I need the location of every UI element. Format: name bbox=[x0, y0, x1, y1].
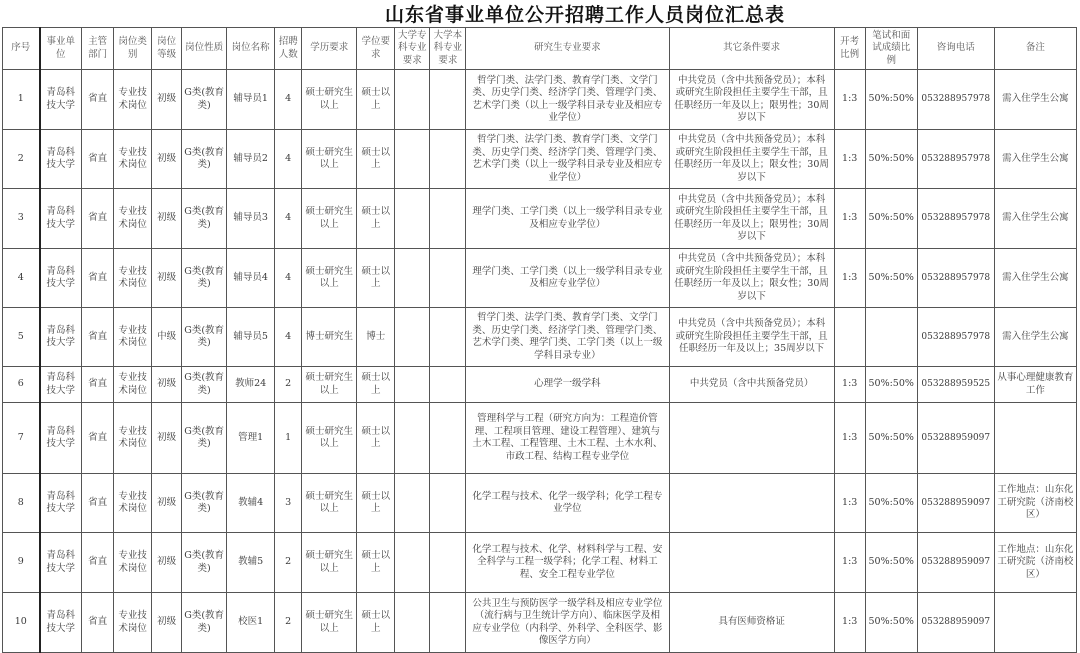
cell-score-ratio: 50%:50% bbox=[865, 474, 917, 533]
cell-count: 4 bbox=[275, 130, 302, 189]
cell-dept: 省直 bbox=[82, 308, 114, 367]
cell-dept: 省直 bbox=[82, 474, 114, 533]
cell-other-requirements bbox=[669, 403, 834, 474]
table-row bbox=[3, 189, 1077, 249]
cell-exam-ratio: 1:3 bbox=[834, 249, 865, 308]
cell-nature: G类(教育类) bbox=[182, 308, 227, 367]
cell-grad-major: 哲学门类、法学门类、教育学门类、文学门类、历史学门类、经济学门类、管理学门类、艺术学门类（以上一级学科目录专业及相应专业学位） bbox=[466, 130, 669, 189]
cell-grad-major: 公共卫生与预防医学一级学科及相应专业学位（流行病与卫生统计学方向）、临床医学及相应专业学位（内科学、外科学、全科医学、影像医学方向） bbox=[466, 593, 669, 653]
cell-other-requirements: 中共党员（含中共预备党员）；本科或研究生阶段担任主要学生干部，且任职经历一年及以上；限女性；30周岁以下 bbox=[669, 249, 834, 308]
cell-grad-major: 管理科学与工程（研究方向为：工程造价管理、工程项目管理、建设工程管理）、建筑与土木工程、工程管理、土木工程、土木水利、市政工程、结构工程专业学位 bbox=[466, 403, 669, 474]
cell-unit: 青岛科技大学 bbox=[40, 474, 82, 533]
cell-dept: 省直 bbox=[82, 130, 114, 189]
cell-score-ratio: 50%:50% bbox=[865, 189, 917, 249]
cell-education: 硕士研究生以上 bbox=[302, 403, 357, 474]
cell-count: 4 bbox=[275, 70, 302, 130]
cell-unit: 青岛科技大学 bbox=[40, 249, 82, 308]
cell-exam-ratio: 1:3 bbox=[834, 533, 865, 593]
cell-degree: 硕士以上 bbox=[357, 367, 395, 403]
cell-bachelor-major bbox=[430, 189, 466, 249]
cell-level: 初级 bbox=[152, 70, 182, 130]
cell-grad-major: 化学工程与技术、化学一级学科；化学工程专业学位 bbox=[466, 474, 669, 533]
cell-category: 专业技术岗位 bbox=[114, 189, 152, 249]
cell-bachelor-major bbox=[430, 593, 466, 653]
cell-level: 初级 bbox=[152, 130, 182, 189]
cell-nature: G类(教育类) bbox=[182, 593, 227, 653]
cell-no: 8 bbox=[3, 474, 40, 533]
col-header: 大学专科专业要求 bbox=[395, 28, 430, 70]
cell-unit: 青岛科技大学 bbox=[40, 130, 82, 189]
cell-bachelor-major bbox=[430, 70, 466, 130]
cell-exam-ratio: 1:3 bbox=[834, 70, 865, 130]
cell-category: 专业技术岗位 bbox=[114, 130, 152, 189]
cell-category: 专业技术岗位 bbox=[114, 308, 152, 367]
cell-other-requirements: 中共党员（含中共预备党员）；本科或研究生阶段担任主要学生干部，且任职经历一年及以上；限男性；30周岁以下 bbox=[669, 70, 834, 130]
cell-education: 硕士研究生以上 bbox=[302, 130, 357, 189]
cell-note: 工作地点：山东化工研究院（济南校区） bbox=[994, 533, 1076, 593]
col-header: 主管部门 bbox=[82, 28, 114, 70]
cell-no: 3 bbox=[3, 189, 40, 249]
table-row bbox=[3, 593, 1077, 653]
cell-dept: 省直 bbox=[82, 367, 114, 403]
cell-score-ratio: 50%:50% bbox=[865, 533, 917, 593]
cell-degree: 硕士以上 bbox=[357, 403, 395, 474]
cell-no: 7 bbox=[3, 403, 40, 474]
cell-score-ratio: 50%:50% bbox=[865, 403, 917, 474]
cell-education: 硕士研究生以上 bbox=[302, 533, 357, 593]
cell-unit: 青岛科技大学 bbox=[40, 70, 82, 130]
cell-note: 需入住学生公寓 bbox=[994, 249, 1076, 308]
cell-nature: G类(教育类) bbox=[182, 533, 227, 593]
cell-position-name: 辅导员1 bbox=[227, 70, 275, 130]
cell-position-name: 辅导员5 bbox=[227, 308, 275, 367]
cell-bachelor-major bbox=[430, 474, 466, 533]
cell-category: 专业技术岗位 bbox=[114, 593, 152, 653]
cell-phone: 053288957978 bbox=[917, 70, 994, 130]
cell-unit: 青岛科技大学 bbox=[40, 403, 82, 474]
cell-junior-major bbox=[395, 189, 430, 249]
cell-phone: 053288959097 bbox=[917, 593, 994, 653]
col-header: 笔试和面试成绩比例 bbox=[865, 28, 917, 70]
cell-no: 1 bbox=[3, 70, 40, 130]
cell-no: 4 bbox=[3, 249, 40, 308]
cell-position-name: 校医1 bbox=[227, 593, 275, 653]
col-header: 备注 bbox=[994, 28, 1076, 70]
cell-no: 5 bbox=[3, 308, 40, 367]
cell-position-name: 辅导员4 bbox=[227, 249, 275, 308]
cell-other-requirements bbox=[669, 533, 834, 593]
cell-position-name: 辅导员2 bbox=[227, 130, 275, 189]
col-header: 学历要求 bbox=[302, 28, 357, 70]
cell-other-requirements: 具有医师资格证 bbox=[669, 593, 834, 653]
cell-note: 需入住学生公寓 bbox=[994, 130, 1076, 189]
cell-dept: 省直 bbox=[82, 249, 114, 308]
cell-degree: 硕士以上 bbox=[357, 474, 395, 533]
col-header: 开考比例 bbox=[834, 28, 865, 70]
cell-position-name: 辅导员3 bbox=[227, 189, 275, 249]
cell-unit: 青岛科技大学 bbox=[40, 593, 82, 653]
cell-phone: 053288957978 bbox=[917, 249, 994, 308]
cell-position-name: 教辅5 bbox=[227, 533, 275, 593]
cell-bachelor-major bbox=[430, 130, 466, 189]
cell-phone: 053288959097 bbox=[917, 533, 994, 593]
cell-level: 初级 bbox=[152, 593, 182, 653]
cell-exam-ratio: 1:3 bbox=[834, 189, 865, 249]
cell-other-requirements: 中共党员（含中共预备党员）；本科或研究生阶段担任主要学生干部，且任职经历一年及以上；限男性；30周岁以下 bbox=[669, 189, 834, 249]
cell-junior-major bbox=[395, 474, 430, 533]
cell-other-requirements: 中共党员（含中共预备党员）；本科或研究生阶段担任主要学生干部，且任职经历一年及以上；35周岁以下 bbox=[669, 308, 834, 367]
cell-junior-major bbox=[395, 249, 430, 308]
cell-unit: 青岛科技大学 bbox=[40, 189, 82, 249]
cell-level: 初级 bbox=[152, 474, 182, 533]
col-header: 事业单位 bbox=[40, 28, 82, 70]
cell-category: 专业技术岗位 bbox=[114, 70, 152, 130]
cell-no: 6 bbox=[3, 367, 40, 403]
cell-category: 专业技术岗位 bbox=[114, 403, 152, 474]
header-row bbox=[3, 28, 1077, 70]
cell-grad-major: 理学门类、工学门类（以上一级学科目录专业及相应专业学位） bbox=[466, 189, 669, 249]
cell-unit: 青岛科技大学 bbox=[40, 533, 82, 593]
cell-unit: 青岛科技大学 bbox=[40, 308, 82, 367]
cell-exam-ratio: 1:3 bbox=[834, 130, 865, 189]
cell-education: 硕士研究生以上 bbox=[302, 367, 357, 403]
col-header: 其它条件要求 bbox=[669, 28, 834, 70]
cell-bachelor-major bbox=[430, 249, 466, 308]
cell-education: 博士研究生 bbox=[302, 308, 357, 367]
cell-score-ratio: 50%:50% bbox=[865, 70, 917, 130]
cell-level: 初级 bbox=[152, 367, 182, 403]
cell-bachelor-major bbox=[430, 533, 466, 593]
cell-count: 3 bbox=[275, 474, 302, 533]
cell-position-name: 管理1 bbox=[227, 403, 275, 474]
cell-position-name: 教辅4 bbox=[227, 474, 275, 533]
col-header: 大学本科专业要求 bbox=[430, 28, 466, 70]
cell-no: 9 bbox=[3, 533, 40, 593]
cell-nature: G类(教育类) bbox=[182, 403, 227, 474]
col-header: 学位要求 bbox=[357, 28, 395, 70]
cell-degree: 硕士以上 bbox=[357, 533, 395, 593]
cell-level: 初级 bbox=[152, 403, 182, 474]
cell-note bbox=[994, 593, 1076, 653]
cell-degree: 硕士以上 bbox=[357, 130, 395, 189]
cell-education: 硕士研究生以上 bbox=[302, 249, 357, 308]
cell-education: 硕士研究生以上 bbox=[302, 474, 357, 533]
cell-junior-major bbox=[395, 130, 430, 189]
cell-junior-major bbox=[395, 308, 430, 367]
page-title: 山东省事业单位公开招聘工作人员岗位汇总表 bbox=[384, 4, 785, 26]
cell-note bbox=[994, 403, 1076, 474]
cell-grad-major: 理学门类、工学门类（以上一级学科目录专业及相应专业学位） bbox=[466, 249, 669, 308]
cell-note: 工作地点：山东化工研究院（济南校区） bbox=[994, 474, 1076, 533]
cell-nature: G类(教育类) bbox=[182, 70, 227, 130]
cell-category: 专业技术岗位 bbox=[114, 367, 152, 403]
cell-dept: 省直 bbox=[82, 70, 114, 130]
col-header: 咨询电话 bbox=[917, 28, 994, 70]
cell-dept: 省直 bbox=[82, 403, 114, 474]
cell-score-ratio: 50%:50% bbox=[865, 593, 917, 653]
cell-score-ratio: 50%:50% bbox=[865, 249, 917, 308]
cell-phone: 053288957978 bbox=[917, 308, 994, 367]
cell-phone: 053288959097 bbox=[917, 403, 994, 474]
cell-degree: 硕士以上 bbox=[357, 249, 395, 308]
cell-count: 4 bbox=[275, 249, 302, 308]
cell-grad-major: 心理学一级学科 bbox=[466, 367, 669, 403]
cell-bachelor-major bbox=[430, 367, 466, 403]
cell-degree: 博士 bbox=[357, 308, 395, 367]
cell-grad-major: 化学工程与技术、化学、材料科学与工程、安全科学与工程一级学科；化学工程、材料工程、安全工程专业学位 bbox=[466, 533, 669, 593]
cell-phone: 053288959525 bbox=[917, 367, 994, 403]
cell-other-requirements: 中共党员（含中共预备党员）；本科或研究生阶段担任主要学生干部，且任职经历一年及以上；限女性；30周岁以下 bbox=[669, 130, 834, 189]
cell-no: 10 bbox=[3, 593, 40, 653]
table-row bbox=[3, 367, 1077, 403]
col-header: 岗位类别 bbox=[114, 28, 152, 70]
col-header: 岗位性质 bbox=[182, 28, 227, 70]
cell-exam-ratio bbox=[834, 308, 865, 367]
cell-count: 4 bbox=[275, 308, 302, 367]
cell-count: 2 bbox=[275, 367, 302, 403]
cell-nature: G类(教育类) bbox=[182, 189, 227, 249]
cell-phone: 053288957978 bbox=[917, 189, 994, 249]
cell-category: 专业技术岗位 bbox=[114, 249, 152, 308]
cell-education: 硕士研究生以上 bbox=[302, 70, 357, 130]
cell-grad-major: 哲学门类、法学门类、教育学门类、文学门类、历史学门类、经济学门类、管理学门类、艺术学门类、理学门类、工学门类（以上一级学科目录专业） bbox=[466, 308, 669, 367]
col-header: 研究生专业要求 bbox=[466, 28, 669, 70]
cell-level: 中级 bbox=[152, 308, 182, 367]
cell-level: 初级 bbox=[152, 533, 182, 593]
cell-no: 2 bbox=[3, 130, 40, 189]
table-row bbox=[3, 308, 1077, 367]
cell-count: 2 bbox=[275, 593, 302, 653]
cell-category: 专业技术岗位 bbox=[114, 474, 152, 533]
cell-note: 需入住学生公寓 bbox=[994, 189, 1076, 249]
cell-note: 需入住学生公寓 bbox=[994, 70, 1076, 130]
cell-count: 2 bbox=[275, 533, 302, 593]
cell-score-ratio bbox=[865, 308, 917, 367]
cell-position-name: 教师24 bbox=[227, 367, 275, 403]
cell-nature: G类(教育类) bbox=[182, 367, 227, 403]
col-header: 序号 bbox=[3, 28, 40, 70]
cell-phone: 053288957978 bbox=[917, 130, 994, 189]
cell-bachelor-major bbox=[430, 403, 466, 474]
cell-dept: 省直 bbox=[82, 533, 114, 593]
cell-bachelor-major bbox=[430, 308, 466, 367]
table-row bbox=[3, 474, 1077, 533]
cell-phone: 053288959097 bbox=[917, 474, 994, 533]
cell-education: 硕士研究生以上 bbox=[302, 593, 357, 653]
cell-note: 需入住学生公寓 bbox=[994, 308, 1076, 367]
table-row bbox=[3, 249, 1077, 308]
cell-junior-major bbox=[395, 403, 430, 474]
cell-count: 1 bbox=[275, 403, 302, 474]
cell-category: 专业技术岗位 bbox=[114, 533, 152, 593]
cell-exam-ratio: 1:3 bbox=[834, 367, 865, 403]
cell-unit: 青岛科技大学 bbox=[40, 367, 82, 403]
cell-degree: 硕士以上 bbox=[357, 189, 395, 249]
cell-nature: G类(教育类) bbox=[182, 474, 227, 533]
cell-exam-ratio: 1:3 bbox=[834, 474, 865, 533]
cell-exam-ratio: 1:3 bbox=[834, 593, 865, 653]
cell-score-ratio: 50%:50% bbox=[865, 367, 917, 403]
cell-grad-major: 哲学门类、法学门类、教育学门类、文学门类、历史学门类、经济学门类、管理学门类、艺术学门类（以上一级学科目录专业及相应专业学位） bbox=[466, 70, 669, 130]
cell-dept: 省直 bbox=[82, 593, 114, 653]
cell-junior-major bbox=[395, 533, 430, 593]
cell-degree: 硕士以上 bbox=[357, 70, 395, 130]
cell-other-requirements bbox=[669, 474, 834, 533]
cell-education: 硕士研究生以上 bbox=[302, 189, 357, 249]
table-row bbox=[3, 533, 1077, 593]
cell-exam-ratio: 1:3 bbox=[834, 403, 865, 474]
cell-degree: 硕士以上 bbox=[357, 593, 395, 653]
col-header: 岗位名称 bbox=[227, 28, 275, 70]
table-row bbox=[3, 130, 1077, 189]
cell-dept: 省直 bbox=[82, 189, 114, 249]
cell-nature: G类(教育类) bbox=[182, 130, 227, 189]
cell-note: 从事心理健康教育工作 bbox=[994, 367, 1076, 403]
table-row bbox=[3, 403, 1077, 474]
cell-level: 初级 bbox=[152, 249, 182, 308]
cell-count: 4 bbox=[275, 189, 302, 249]
cell-junior-major bbox=[395, 70, 430, 130]
table-row bbox=[3, 70, 1077, 130]
positions-table bbox=[2, 27, 1077, 653]
cell-other-requirements: 中共党员（含中共预备党员） bbox=[669, 367, 834, 403]
cell-junior-major bbox=[395, 367, 430, 403]
cell-score-ratio: 50%:50% bbox=[865, 130, 917, 189]
cell-junior-major bbox=[395, 593, 430, 653]
col-header: 招聘人数 bbox=[275, 28, 302, 70]
cell-nature: G类(教育类) bbox=[182, 249, 227, 308]
col-header: 岗位等级 bbox=[152, 28, 182, 70]
cell-level: 初级 bbox=[152, 189, 182, 249]
